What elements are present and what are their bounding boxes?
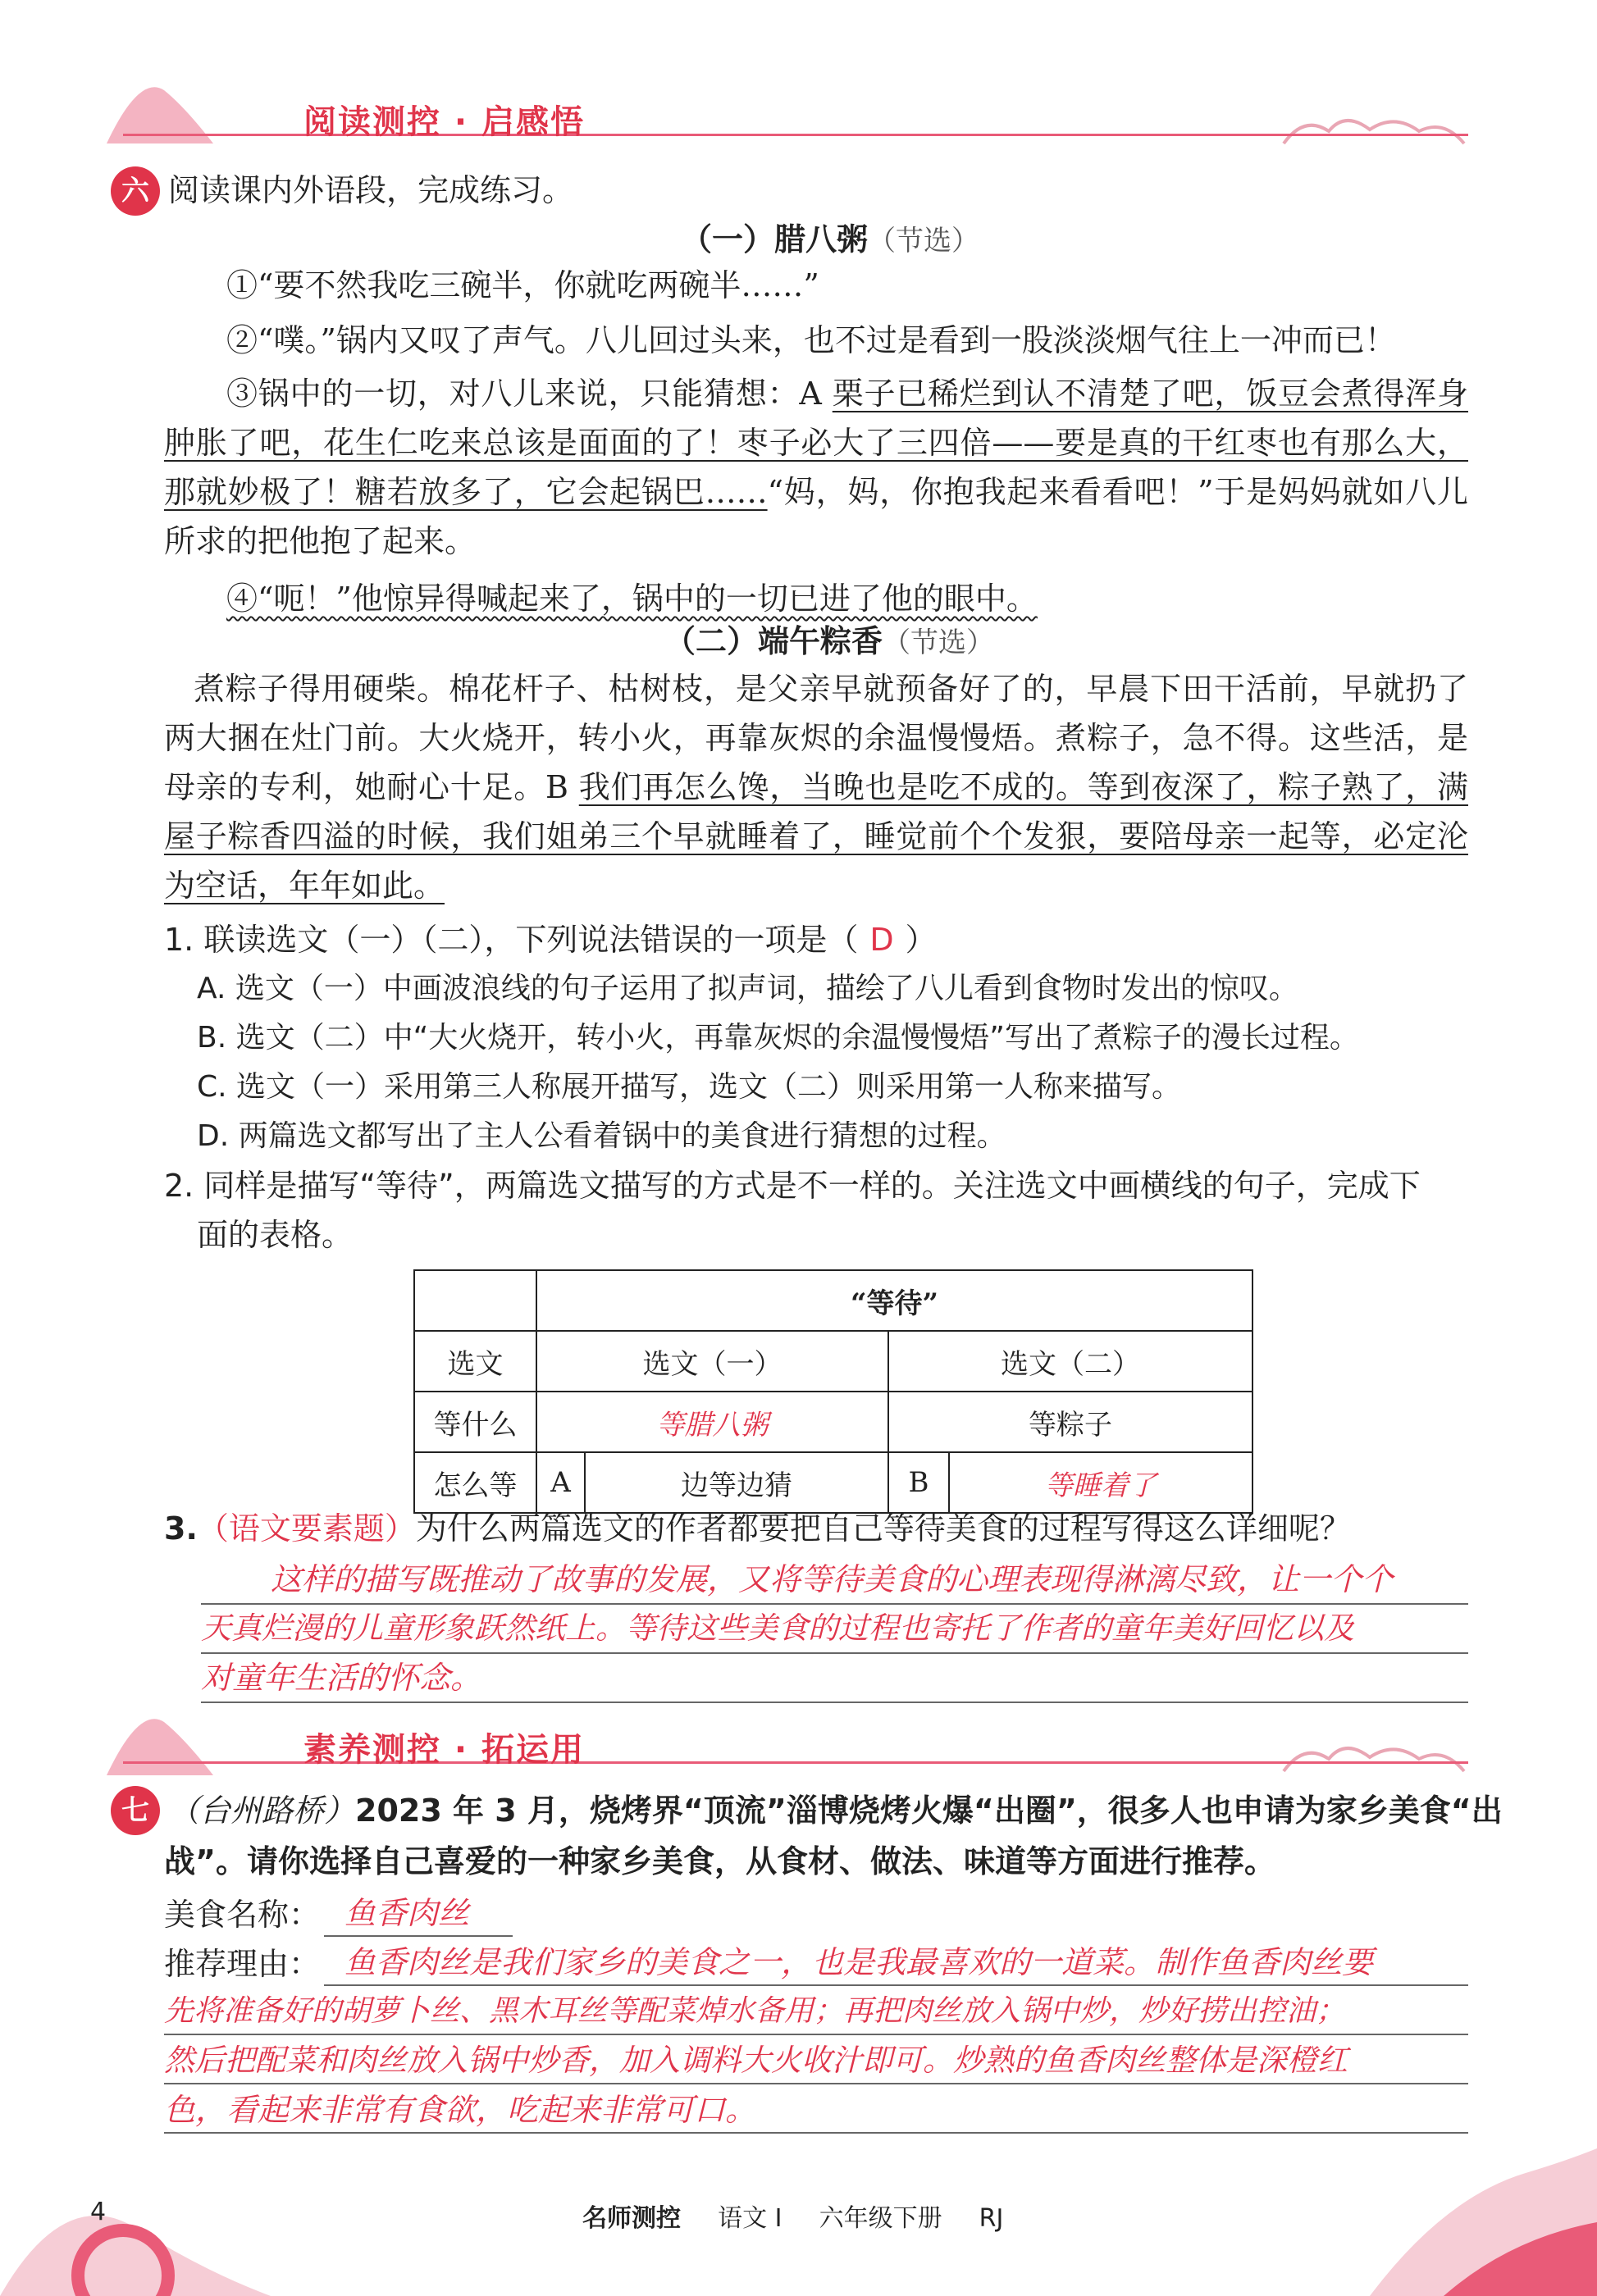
question1-option-d: D. 两篇选文都写出了主人公看着锅中的美食进行猜想的过程。 bbox=[197, 1119, 1006, 1153]
col-header-passage2: 选文（二） bbox=[888, 1331, 1253, 1392]
underlined-sentence-b: 我们再怎么馋，当晚也是吃不成的。等到夜深了，粽子熟了，满屋子粽香四溢的时候，我们姐弟三个早就睡着了，睡觉前个个发狠，要陪母亲一起等，必定沦为空话，年年如此。 bbox=[164, 769, 1468, 904]
table-header: “等待” bbox=[536, 1270, 1253, 1331]
passage1-p1: ①“要不然我吃三碗半，你就吃两碗半……” bbox=[226, 267, 819, 303]
footer-info: 名师测控 语文 I 六年级下册 RJ bbox=[582, 2204, 1004, 2233]
answer-line bbox=[201, 1702, 1468, 1703]
passage1-p3: ③锅中的一切，对八儿来说，只能猜想：A 栗子已稀烂到认不清楚了吧，饭豆会煮得浑身肿胀了吧，花生仁吃来总该是面面的了！枣子必大了三四倍——要是真的干红枣也有那么大，那就妙极了！糖若放多了，它会起锅巴……“妈，妈，你抱我起来看看吧！”于是妈妈就如八儿所求的把他抱了起来。 bbox=[164, 376, 1468, 559]
question2-stem-line2: 面的表格。 bbox=[197, 1217, 354, 1253]
answer-line bbox=[201, 1652, 1468, 1654]
bridge-decoration bbox=[0, 2132, 271, 2296]
passage1-title: （一）腊八粥（节选） bbox=[681, 221, 980, 257]
wave-decoration bbox=[1345, 2099, 1597, 2296]
col-header-passage1: 选文（一） bbox=[536, 1331, 888, 1392]
question3-answer-line3: 对童年生活的怀念。 bbox=[201, 1660, 482, 1696]
reason-line2: 先将准备好的胡萝卜丝、黑木耳丝等配菜焯水备用；再把肉丝放入锅中炒，炒好捞出控油； bbox=[164, 1994, 1346, 2028]
reason-label: 推荐理由： bbox=[164, 1946, 321, 1982]
answer-how-passage2: 等睡着了 bbox=[949, 1452, 1253, 1513]
question-badge: 六 bbox=[111, 166, 160, 216]
answer-line bbox=[164, 2034, 1468, 2035]
waiting-table bbox=[413, 1269, 1253, 1514]
food-name-value: 鱼香肉丝 bbox=[344, 1895, 470, 1931]
question7-stem-line1: （台州路桥）2023 年 3 月，烧烤界“顶流”淄博烧烤火爆“出圈”，很多人也申请为家乡美食“出 bbox=[168, 1793, 1503, 1829]
answer-line bbox=[164, 2083, 1468, 2084]
answer-line bbox=[164, 2132, 1468, 2134]
section-banner-application bbox=[123, 1722, 1468, 1779]
page-number: 4 bbox=[90, 2198, 107, 2226]
wavy-sentence: ④“呃！”他惊异得喊起来了，锅中的一切已进了他的眼中。 bbox=[226, 581, 1038, 617]
reason-line1: 鱼香肉丝是我们家乡的美食之一，也是我最喜欢的一道菜。制作鱼香肉丝要 bbox=[344, 1944, 1374, 1980]
answer-how-passage1: 边等边猜 bbox=[585, 1452, 888, 1513]
answer-what-passage2: 等粽子 bbox=[888, 1392, 1253, 1452]
label-a: A bbox=[536, 1452, 585, 1513]
section-banner-reading bbox=[123, 94, 1468, 152]
question-badge: 七 bbox=[111, 1786, 160, 1835]
question3-answer-line1: 这样的描写既推动了故事的发展，又将等待美食的心理表现得淋漓尽致，让一个个 bbox=[271, 1561, 1394, 1597]
passage1-p2: ②“噗。”锅内又叹了声气。八儿回过头来，也不过是看到一股淡淡烟气往上一冲而已！ bbox=[226, 322, 1396, 358]
passage2-p1: 煮粽子得用硬柴。棉花杆子、枯树枝，是父亲早就预备好了的，早晨下田干活前，早就扔了两大捆在灶门前。大火烧开，转小火，再靠灰烬的余温慢慢焐。煮粽子，急不得。这些活，是母亲的专利，她耐心十足。B 我们再怎么馋，当晚也是吃不成的。等到夜深了，粽子熟了，满屋子粽香四溢的时候，我们姐弟三个早就睡着了，睡觉前个个发狠，要陪母亲一起等，必定沦为空话，年年如此。 bbox=[164, 671, 1468, 904]
answer-line bbox=[201, 1603, 1468, 1605]
question3-stem: 3.（语文要素题）为什么两篇选文的作者都要把自己等待美食的过程写得这么详细呢？ bbox=[164, 1510, 1351, 1547]
passage2-title: （二）端午粽香（节选） bbox=[664, 623, 995, 659]
passage1-p4 bbox=[164, 574, 1468, 623]
question7-stem-line2: 战”。请你选择自己喜爱的一种家乡美食，从食材、做法、味道等方面进行推荐。 bbox=[164, 1843, 1275, 1879]
section-title: 阅读测控 · 启感悟 bbox=[303, 103, 586, 141]
answer-line bbox=[324, 1935, 513, 1937]
food-name-label: 美食名称： bbox=[164, 1897, 321, 1933]
question1-option-a: A. 选文（一）中画波浪线的句子运用了拟声词，描绘了八儿看到食物时发出的惊叹。 bbox=[197, 972, 1298, 1005]
question1-stem: 1. 联读选文（一）（二），下列说法错误的一项是（ D ） bbox=[164, 922, 937, 958]
question2-stem-line1: 2. 同样是描写“等待”，两篇选文描写的方式是不一样的。关注选文中画横线的句子，完成下 bbox=[164, 1168, 1421, 1204]
row-label-passage: 选文 bbox=[414, 1331, 536, 1392]
label-b: B bbox=[888, 1452, 949, 1513]
question3-tag: （语文要素题） bbox=[197, 1510, 416, 1547]
underlined-sentence-a: 栗子已稀烂到认不清楚了吧，饭豆会煮得浑身肿胀了吧，花生仁吃来总该是面面的了！枣子必大了三四倍——要是真的干红枣也有那么大，那就妙极了！糖若放多了，它会起锅巴…… bbox=[164, 376, 1468, 510]
reason-line4: 色，看起来非常有食欲，吃起来非常可口。 bbox=[164, 2092, 757, 2128]
row-label-how: 怎么等 bbox=[414, 1452, 536, 1513]
answer-what-passage1: 等腊八粥 bbox=[536, 1392, 888, 1452]
question1-answer: D bbox=[869, 922, 894, 958]
question1-option-c: C. 选文（一）采用第三人称展开描写，选文（二）则采用第一人称来描写。 bbox=[197, 1070, 1182, 1104]
question1-option-b: B. 选文（二）中“大火烧开，转小火，再靠灰烬的余温慢慢焐”写出了煮粽子的漫长过程。 bbox=[197, 1021, 1359, 1055]
reason-line3: 然后把配菜和肉丝放入锅中炒香，加入调料大火收汁即可。炒熟的鱼香肉丝整体是深橙红 bbox=[164, 2043, 1348, 2078]
row-label-what: 等什么 bbox=[414, 1392, 536, 1452]
question3-answer-line2: 天真烂漫的儿童形象跃然纸上。等待这些美食的过程也寄托了作者的童年美好回忆以及 bbox=[201, 1610, 1354, 1646]
instruction: 阅读课内外语段，完成练习。 bbox=[168, 172, 574, 208]
section-title: 素养测控 · 拓运用 bbox=[303, 1731, 586, 1769]
answer-line bbox=[324, 1984, 1468, 1986]
